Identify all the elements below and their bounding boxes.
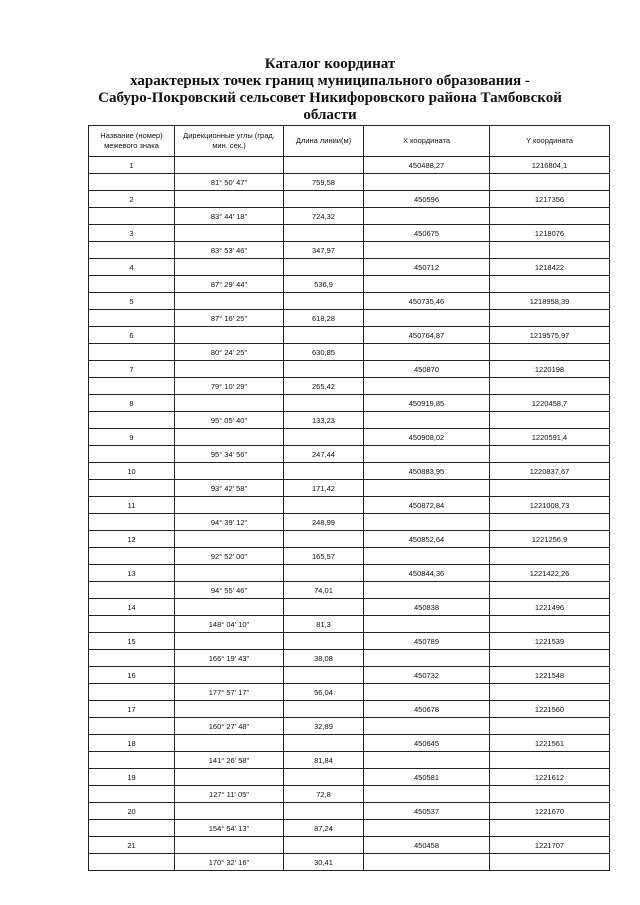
line-length: 630,85	[284, 344, 364, 361]
angle-cell-empty	[175, 701, 284, 718]
x-coordinate: 450872,84	[364, 497, 490, 514]
direction-angle: 95° 05' 40"	[175, 412, 284, 429]
point-cell-empty	[89, 242, 175, 259]
y-coordinate: 1220591,4	[490, 429, 610, 446]
coordinates-table	[88, 125, 610, 871]
length-cell-empty	[284, 395, 364, 412]
table-row	[89, 497, 610, 514]
angle-cell-empty	[175, 803, 284, 820]
direction-angle: 127° 11' 05"	[175, 786, 284, 803]
y-coordinate: 1217356	[490, 191, 610, 208]
line-length: 38,08	[284, 650, 364, 667]
title-line: Сабуро-Покровский сельсовет Никифоровского района Тамбовской	[98, 90, 562, 106]
table-row	[89, 157, 610, 174]
direction-angle: 92° 52' 00"	[175, 548, 284, 565]
length-cell-empty	[284, 565, 364, 582]
angle-cell-empty	[175, 565, 284, 582]
line-length: 56,04	[284, 684, 364, 701]
line-length: 248,99	[284, 514, 364, 531]
table-row	[89, 174, 610, 191]
y-coordinate: 1221548	[490, 667, 610, 684]
table-row	[89, 293, 610, 310]
point-cell-empty	[89, 752, 175, 769]
y-cell-empty	[490, 548, 610, 565]
y-coordinate: 1218422	[490, 259, 610, 276]
point-cell-empty	[89, 174, 175, 191]
y-cell-empty	[490, 208, 610, 225]
length-cell-empty	[284, 327, 364, 344]
x-cell-empty	[364, 378, 490, 395]
length-cell-empty	[284, 259, 364, 276]
length-cell-empty	[284, 463, 364, 480]
length-cell-empty	[284, 225, 364, 242]
x-coordinate: 450678	[364, 701, 490, 718]
point-number: 6	[89, 327, 175, 344]
angle-cell-empty	[175, 327, 284, 344]
direction-angle: 87° 29' 44"	[175, 276, 284, 293]
direction-angle: 87° 16' 25"	[175, 310, 284, 327]
angle-cell-empty	[175, 497, 284, 514]
y-cell-empty	[490, 854, 610, 871]
table-row	[89, 327, 610, 344]
table-row	[89, 548, 610, 565]
y-cell-empty	[490, 650, 610, 667]
table-row	[89, 412, 610, 429]
table-row	[89, 344, 610, 361]
x-cell-empty	[364, 684, 490, 701]
point-number: 10	[89, 463, 175, 480]
direction-angle: 94° 39' 12"	[175, 514, 284, 531]
point-cell-empty	[89, 718, 175, 735]
y-coordinate: 1218958,39	[490, 293, 610, 310]
point-cell-empty	[89, 446, 175, 463]
table-row	[89, 616, 610, 633]
point-number: 7	[89, 361, 175, 378]
header-direction-angle: Дирекционные углы (град. мин. сек.)	[175, 126, 284, 157]
point-number: 12	[89, 531, 175, 548]
x-cell-empty	[364, 582, 490, 599]
table-row	[89, 259, 610, 276]
x-coordinate: 450581	[364, 769, 490, 786]
table-row	[89, 735, 610, 752]
x-cell-empty	[364, 174, 490, 191]
point-number: 8	[89, 395, 175, 412]
line-length: 74,01	[284, 582, 364, 599]
point-cell-empty	[89, 378, 175, 395]
table-row	[89, 582, 610, 599]
angle-cell-empty	[175, 531, 284, 548]
table-row	[89, 769, 610, 786]
length-cell-empty	[284, 667, 364, 684]
x-cell-empty	[364, 718, 490, 735]
y-coordinate: 1221561	[490, 735, 610, 752]
table-row	[89, 684, 610, 701]
y-cell-empty	[490, 752, 610, 769]
direction-angle: 81° 50' 47"	[175, 174, 284, 191]
angle-cell-empty	[175, 463, 284, 480]
line-length: 759,58	[284, 174, 364, 191]
direction-angle: 141° 26' 58"	[175, 752, 284, 769]
table-row	[89, 378, 610, 395]
table-row	[89, 752, 610, 769]
length-cell-empty	[284, 429, 364, 446]
point-cell-empty	[89, 786, 175, 803]
angle-cell-empty	[175, 293, 284, 310]
point-number: 20	[89, 803, 175, 820]
point-number: 1	[89, 157, 175, 174]
x-coordinate: 450844,36	[364, 565, 490, 582]
x-coordinate: 450537	[364, 803, 490, 820]
length-cell-empty	[284, 599, 364, 616]
point-cell-empty	[89, 548, 175, 565]
y-coordinate: 1219575,97	[490, 327, 610, 344]
point-number: 11	[89, 497, 175, 514]
table-row	[89, 854, 610, 871]
y-coordinate: 1221560	[490, 701, 610, 718]
direction-angle: 154° 54' 13"	[175, 820, 284, 837]
x-coordinate: 450852,64	[364, 531, 490, 548]
table-row	[89, 480, 610, 497]
length-cell-empty	[284, 633, 364, 650]
x-coordinate: 450908,02	[364, 429, 490, 446]
direction-angle: 177° 57' 17"	[175, 684, 284, 701]
x-cell-empty	[364, 548, 490, 565]
point-number: 14	[89, 599, 175, 616]
line-length: 133,23	[284, 412, 364, 429]
y-cell-empty	[490, 174, 610, 191]
angle-cell-empty	[175, 429, 284, 446]
table-body	[89, 157, 610, 871]
y-cell-empty	[490, 616, 610, 633]
table-row	[89, 310, 610, 327]
y-cell-empty	[490, 684, 610, 701]
document-title	[70, 56, 590, 124]
line-length: 247,44	[284, 446, 364, 463]
x-cell-empty	[364, 446, 490, 463]
point-number: 17	[89, 701, 175, 718]
length-cell-empty	[284, 157, 364, 174]
angle-cell-empty	[175, 633, 284, 650]
point-number: 5	[89, 293, 175, 310]
x-coordinate: 450919,85	[364, 395, 490, 412]
table-row	[89, 786, 610, 803]
point-cell-empty	[89, 344, 175, 361]
y-coordinate: 1220198	[490, 361, 610, 378]
y-cell-empty	[490, 820, 610, 837]
table-row	[89, 463, 610, 480]
line-length: 724,32	[284, 208, 364, 225]
direction-angle: 83° 53' 46"	[175, 242, 284, 259]
direction-angle: 148° 04' 10"	[175, 616, 284, 633]
angle-cell-empty	[175, 191, 284, 208]
y-coordinate: 1218076	[490, 225, 610, 242]
table-row	[89, 633, 610, 650]
x-coordinate: 450789	[364, 633, 490, 650]
y-cell-empty	[490, 514, 610, 531]
point-cell-empty	[89, 514, 175, 531]
line-length: 32,89	[284, 718, 364, 735]
angle-cell-empty	[175, 395, 284, 412]
angle-cell-empty	[175, 157, 284, 174]
table-row	[89, 531, 610, 548]
table-row	[89, 701, 610, 718]
x-cell-empty	[364, 344, 490, 361]
x-cell-empty	[364, 276, 490, 293]
line-length: 171,42	[284, 480, 364, 497]
x-cell-empty	[364, 752, 490, 769]
x-cell-empty	[364, 650, 490, 667]
table-row	[89, 191, 610, 208]
point-number: 3	[89, 225, 175, 242]
x-coordinate: 450883,95	[364, 463, 490, 480]
table-row	[89, 361, 610, 378]
table-row	[89, 276, 610, 293]
y-coordinate: 1221707	[490, 837, 610, 854]
y-cell-empty	[490, 310, 610, 327]
header-point-name: Название (номер) межевого знака	[89, 126, 175, 157]
table-row	[89, 820, 610, 837]
y-cell-empty	[490, 582, 610, 599]
line-length: 265,42	[284, 378, 364, 395]
direction-angle: 93° 42' 58"	[175, 480, 284, 497]
point-cell-empty	[89, 820, 175, 837]
header-x-coordinate: X координата	[364, 126, 490, 157]
angle-cell-empty	[175, 837, 284, 854]
y-cell-empty	[490, 242, 610, 259]
table-row	[89, 429, 610, 446]
line-length: 87,24	[284, 820, 364, 837]
x-coordinate: 450838	[364, 599, 490, 616]
point-number: 13	[89, 565, 175, 582]
direction-angle: 79° 10' 29"	[175, 378, 284, 395]
x-coordinate: 450675	[364, 225, 490, 242]
y-coordinate: 1220458,7	[490, 395, 610, 412]
table-row	[89, 208, 610, 225]
x-coordinate: 450488,27	[364, 157, 490, 174]
y-coordinate: 1221539	[490, 633, 610, 650]
x-cell-empty	[364, 820, 490, 837]
point-number: 2	[89, 191, 175, 208]
line-length: 347,97	[284, 242, 364, 259]
length-cell-empty	[284, 531, 364, 548]
length-cell-empty	[284, 837, 364, 854]
x-cell-empty	[364, 616, 490, 633]
direction-angle: 95° 34' 56"	[175, 446, 284, 463]
y-coordinate: 1221256,9	[490, 531, 610, 548]
point-cell-empty	[89, 276, 175, 293]
point-number: 16	[89, 667, 175, 684]
length-cell-empty	[284, 497, 364, 514]
table-row	[89, 395, 610, 412]
direction-angle: 166° 19' 43"	[175, 650, 284, 667]
x-cell-empty	[364, 786, 490, 803]
table-header-row	[89, 126, 610, 157]
table-row	[89, 667, 610, 684]
point-cell-empty	[89, 412, 175, 429]
point-cell-empty	[89, 208, 175, 225]
x-coordinate: 450596	[364, 191, 490, 208]
y-coordinate: 1221422,26	[490, 565, 610, 582]
y-cell-empty	[490, 718, 610, 735]
line-length: 72,8	[284, 786, 364, 803]
direction-angle: 170° 32' 16"	[175, 854, 284, 871]
point-cell-empty	[89, 480, 175, 497]
angle-cell-empty	[175, 735, 284, 752]
point-cell-empty	[89, 684, 175, 701]
angle-cell-empty	[175, 361, 284, 378]
y-cell-empty	[490, 344, 610, 361]
line-length: 81,3	[284, 616, 364, 633]
y-cell-empty	[490, 480, 610, 497]
x-cell-empty	[364, 208, 490, 225]
line-length: 81,84	[284, 752, 364, 769]
point-number: 15	[89, 633, 175, 650]
line-length: 165,57	[284, 548, 364, 565]
table-row	[89, 718, 610, 735]
y-coordinate: 1221670	[490, 803, 610, 820]
point-cell-empty	[89, 616, 175, 633]
y-cell-empty	[490, 786, 610, 803]
angle-cell-empty	[175, 259, 284, 276]
line-length: 618,28	[284, 310, 364, 327]
point-cell-empty	[89, 854, 175, 871]
x-cell-empty	[364, 412, 490, 429]
table-row	[89, 650, 610, 667]
y-coordinate: 1221612	[490, 769, 610, 786]
angle-cell-empty	[175, 769, 284, 786]
header-line-length: Длина линии(м)	[284, 126, 364, 157]
direction-angle: 80° 24' 25"	[175, 344, 284, 361]
x-coordinate: 450764,87	[364, 327, 490, 344]
length-cell-empty	[284, 191, 364, 208]
line-length: 30,41	[284, 854, 364, 871]
point-cell-empty	[89, 582, 175, 599]
y-coordinate: 1220837,67	[490, 463, 610, 480]
point-cell-empty	[89, 650, 175, 667]
title-line: Каталог координат	[264, 56, 396, 72]
x-cell-empty	[364, 480, 490, 497]
point-number: 18	[89, 735, 175, 752]
y-cell-empty	[490, 446, 610, 463]
y-coordinate: 1221008,73	[490, 497, 610, 514]
direction-angle: 94° 55' 46"	[175, 582, 284, 599]
length-cell-empty	[284, 803, 364, 820]
point-cell-empty	[89, 310, 175, 327]
point-number: 21	[89, 837, 175, 854]
y-coordinate: 1216804,1	[490, 157, 610, 174]
direction-angle: 160° 27' 48"	[175, 718, 284, 735]
table-row	[89, 446, 610, 463]
length-cell-empty	[284, 701, 364, 718]
point-number: 19	[89, 769, 175, 786]
point-number: 4	[89, 259, 175, 276]
line-length: 536,9	[284, 276, 364, 293]
header-y-coordinate: Y координата	[490, 126, 610, 157]
point-number: 9	[89, 429, 175, 446]
table-row	[89, 837, 610, 854]
angle-cell-empty	[175, 225, 284, 242]
table-row	[89, 225, 610, 242]
x-cell-empty	[364, 854, 490, 871]
x-cell-empty	[364, 310, 490, 327]
x-coordinate: 450735,46	[364, 293, 490, 310]
x-coordinate: 450870	[364, 361, 490, 378]
length-cell-empty	[284, 361, 364, 378]
angle-cell-empty	[175, 667, 284, 684]
title-line: характерных точек границ муниципального образования -	[130, 73, 530, 89]
x-cell-empty	[364, 514, 490, 531]
x-coordinate: 450458	[364, 837, 490, 854]
table-row	[89, 514, 610, 531]
length-cell-empty	[284, 735, 364, 752]
x-coordinate: 450712	[364, 259, 490, 276]
x-coordinate: 450645	[364, 735, 490, 752]
length-cell-empty	[284, 769, 364, 786]
x-cell-empty	[364, 242, 490, 259]
table-row	[89, 242, 610, 259]
y-cell-empty	[490, 412, 610, 429]
title-line: области	[303, 107, 357, 123]
x-coordinate: 450732	[364, 667, 490, 684]
table-row	[89, 599, 610, 616]
table-row	[89, 565, 610, 582]
y-cell-empty	[490, 378, 610, 395]
table-row	[89, 803, 610, 820]
direction-angle: 83° 44' 18"	[175, 208, 284, 225]
length-cell-empty	[284, 293, 364, 310]
y-cell-empty	[490, 276, 610, 293]
y-coordinate: 1221496	[490, 599, 610, 616]
angle-cell-empty	[175, 599, 284, 616]
